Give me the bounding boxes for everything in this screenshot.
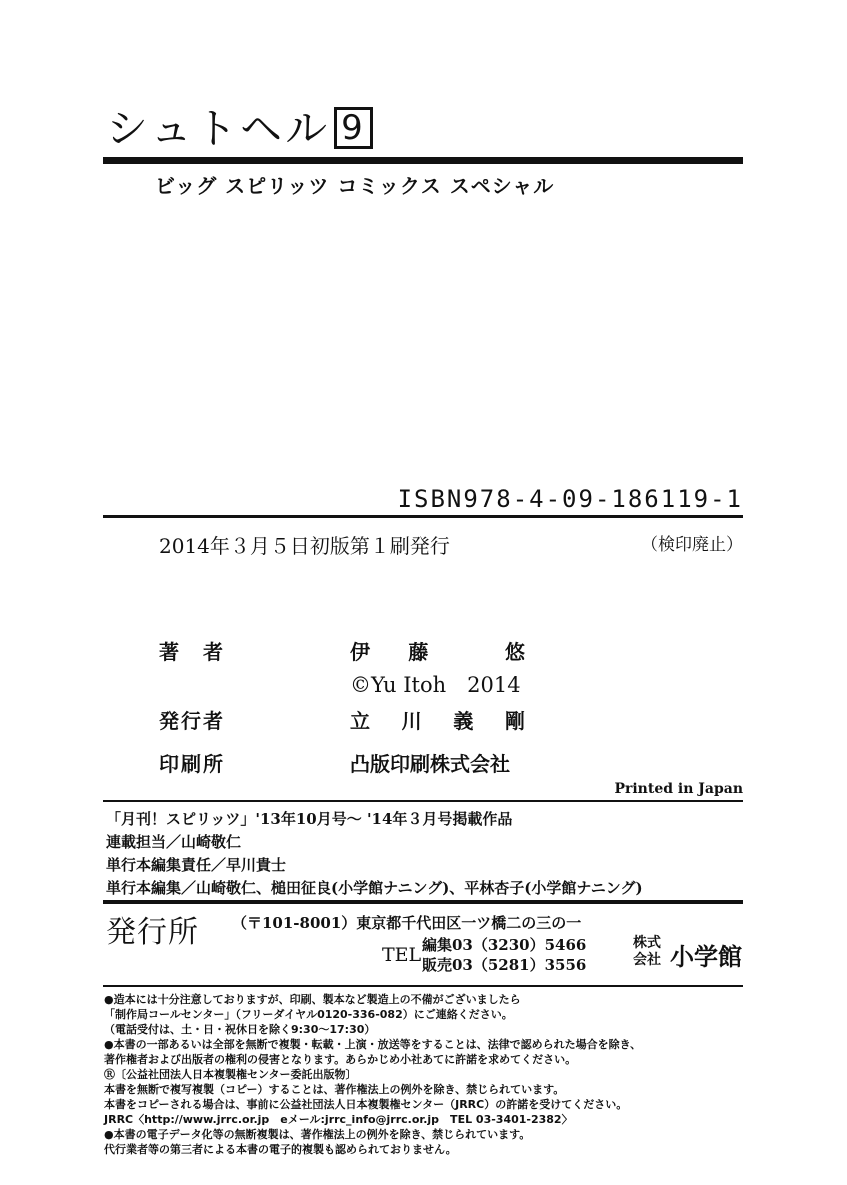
kabushiki-label: 株式: [633, 935, 661, 951]
printer-label: 印刷所: [159, 752, 225, 776]
author-name: [350, 636, 525, 665]
publisher-company: 小学館: [670, 943, 742, 971]
seal-abolished: （検印廃止）: [641, 535, 743, 555]
legal-note: ●本書の一部あるいは全部を無断で複製・転載・上演・放送等をすることは、法律で認められた場合を除き、: [104, 1038, 642, 1051]
book-title: [106, 104, 373, 154]
legal-note: JRRC〈http://www.jrrc.or.jp eメール:jrrc_info@jrrc.or.jp TEL 03-3401-2382〉: [104, 1113, 573, 1126]
legal-note: ●造本には十分注意しておりますが、印刷、製本など製造上の不備がございましたら: [104, 993, 521, 1006]
publication-date: 2014年３月５日初版第１刷発行: [159, 534, 450, 558]
legal-note: 本書を無断で複写複製（コピー）することは、著作権法上の例外を除き、禁じられています。: [104, 1083, 565, 1096]
author-char: 悠: [504, 640, 525, 664]
publisher-char: 義: [453, 709, 474, 733]
tel-label: TEL: [382, 944, 422, 966]
tel-sales: 販売03（5281）3556: [422, 956, 587, 974]
printed-in-japan: Printed in Japan: [614, 781, 743, 797]
credit-line: 連載担当／山崎敬仁: [106, 833, 242, 851]
tel-editorial: 編集03（3230）5466: [422, 936, 587, 954]
publisher-person-name: [350, 705, 525, 734]
copyright: ©Yu Itoh 2014: [350, 673, 521, 697]
isbn: ISBN978-4-09-186119-1: [397, 485, 743, 513]
publisher-rule: [103, 900, 743, 904]
publisher-char: 立: [350, 709, 370, 733]
series-name: ビッグ スピリッツ コミックス スペシャル: [155, 174, 555, 198]
volume-number: 9: [334, 107, 373, 149]
legal-note: ●本書の電子データ化等の無断複製は、著作権法上の例外を除き、禁じられています。: [104, 1128, 531, 1141]
author-char: 伊: [350, 640, 370, 664]
title-text: シュトヘル: [106, 104, 331, 153]
legal-note: （電話受付は、土・日・祝休日を除く9:30〜17:30）: [104, 1023, 376, 1036]
legal-note: 本書をコピーされる場合は、事前に公益社団法人日本複製権センター（JRRC）の許諾を受けてください。: [104, 1098, 628, 1111]
publisher-person-label: 発行者: [159, 709, 225, 733]
publisher-char: 川: [401, 709, 422, 733]
author-label: 著 者: [159, 640, 225, 664]
publisher-char: 剛: [504, 709, 525, 733]
legal-note: 代行業者等の第三者による本書の電子的複製も認められておりません。: [104, 1143, 457, 1156]
isbn-rule: [103, 515, 743, 518]
publisher-address: （〒101-8001）東京都千代田区一ツ橋二の三の一: [232, 914, 582, 932]
credits-rule: [103, 800, 743, 802]
credit-line: 「月刊！スピリッツ」'13年10月号〜 '14年３月号掲載作品: [106, 810, 513, 828]
legal-note: Ⓡ〔公益社団法人日本複製権センター委託出版物〕: [104, 1068, 357, 1081]
credit-line: 単行本編集責任／早川貴士: [106, 856, 287, 874]
notes-rule: [103, 985, 743, 987]
legal-note: 「制作局コールセンター」（フリーダイヤル0120-336-082）にご連絡ください。: [104, 1008, 513, 1021]
title-rule: [103, 157, 743, 164]
credit-line: 単行本編集／山崎敬仁、槌田征良(小学館ナニング)、平林杏子(小学館ナニング): [106, 879, 643, 897]
publisher-label: 発行所: [106, 915, 199, 950]
printer-name: 凸版印刷株式会社: [350, 752, 510, 776]
legal-note: 著作権者および出版者の権利の侵害となります。あらかじめ小社あてに許諾を求めてください。: [104, 1053, 577, 1066]
author-char: 藤: [408, 640, 429, 664]
kaisha-label: 会社: [633, 952, 661, 968]
